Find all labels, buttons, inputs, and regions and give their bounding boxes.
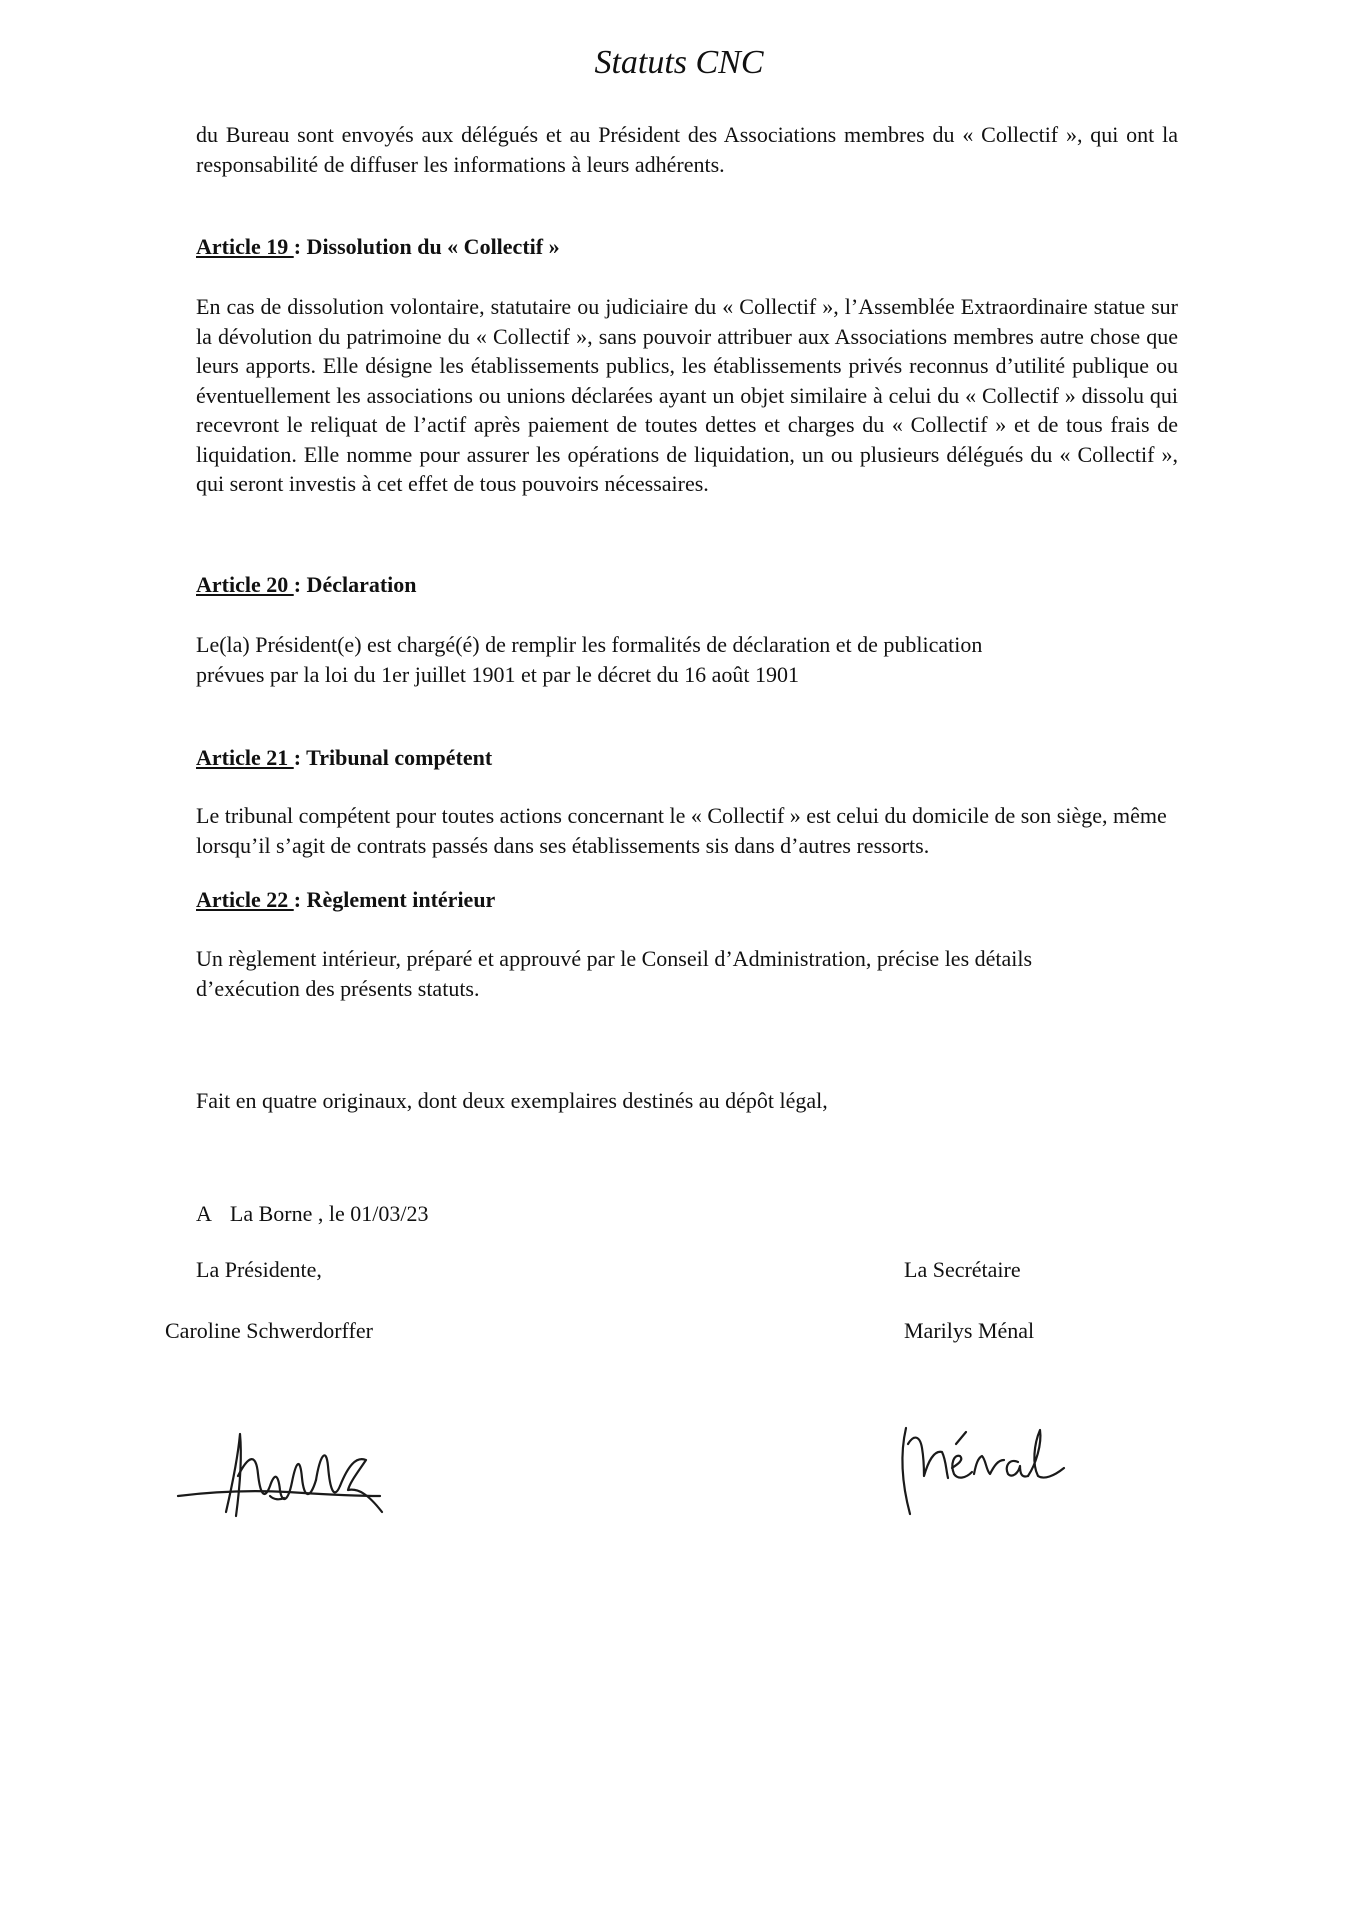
- intro-paragraph: du Bureau sont envoyés aux délégués et au Président des Associations membres du « Collectif », qui ont la responsabilité de diffuser les informations à leurs adhérents.: [196, 122, 1178, 177]
- article-22-label: Article 22: [196, 887, 294, 912]
- page-header-title: Statuts CNC: [594, 44, 764, 81]
- article-20-label: Article 20: [196, 572, 294, 597]
- article-20-heading: [196, 572, 417, 598]
- article-22-body-line-2: d’exécution des présents statuts.: [196, 975, 480, 1001]
- article-19-label: Article 19: [196, 234, 294, 259]
- article-22-heading: [196, 887, 495, 913]
- article-20-body-line-1: Le(la) Président(e) est chargé(é) de remplir les formalités de déclaration et de publication: [196, 632, 983, 657]
- place-and-date: La Borne , le 01/03/23: [229, 1201, 429, 1226]
- place-date-line: [196, 1201, 428, 1227]
- secretary-signature: [894, 1404, 1094, 1524]
- article-19-title: : Dissolution du « Collectif »: [293, 234, 560, 259]
- article-22-body-line-1: Un règlement intérieur, préparé et approuvé par le Conseil d’Administration, précise les détails: [196, 946, 1033, 971]
- article-20-body: [196, 630, 1178, 689]
- president-name: Caroline Schwerdorffer: [165, 1318, 373, 1343]
- article-20-body-line-2: prévues par la loi du 1er juillet 1901 et par le décret du 16 août 1901: [196, 661, 799, 687]
- article-21-label: Article 21: [196, 745, 294, 770]
- article-21-body: Le tribunal compétent pour toutes actions concernant le « Collectif » est celui du domicile de son siège, même lorsqu’il s’agit de contrats passés dans ses établissements sis dans d’autres ressorts.: [196, 803, 1167, 858]
- closing-statement: Fait en quatre originaux, dont deux exemplaires destinés au dépôt légal,: [196, 1088, 828, 1113]
- article-19-body: En cas de dissolution volontaire, statutaire ou judiciaire du « Collectif », l’Assemblée Extraordinaire statue sur la dévolution du patrimoine du « Collectif », sans pouvoir attribuer aux Associations membres autre chose que leurs apports. Elle désigne les établissements publics, les établissements privés reconnus d’utilité publique ou éventuellement les associations ou unions déclarées ayant un objet similaire à celui du « Collectif » dissolu qui recevront le reliquat de l’actif après paiement de toutes dettes et charges du « Collectif » et de tous frais de liquidation. Elle nomme pour assurer les opérations de liquidation, un ou plusieurs délégués du « Collectif », qui seront investis à cet effet de tous pouvoirs nécessaires.: [196, 294, 1178, 496]
- president-signature: [170, 1416, 430, 1536]
- article-22-body: [196, 944, 1178, 1003]
- secretary-role: La Secrétaire: [904, 1257, 1021, 1282]
- president-role: La Présidente,: [196, 1257, 322, 1282]
- article-21-heading: [196, 745, 492, 771]
- place-prefix: A: [196, 1201, 212, 1226]
- secretary-name: Marilys Ménal: [904, 1318, 1035, 1343]
- article-22-title: : Règlement intérieur: [293, 887, 496, 912]
- article-21-title: : Tribunal compétent: [293, 745, 493, 770]
- article-19-heading: [196, 234, 560, 260]
- article-20-title: : Déclaration: [293, 572, 417, 597]
